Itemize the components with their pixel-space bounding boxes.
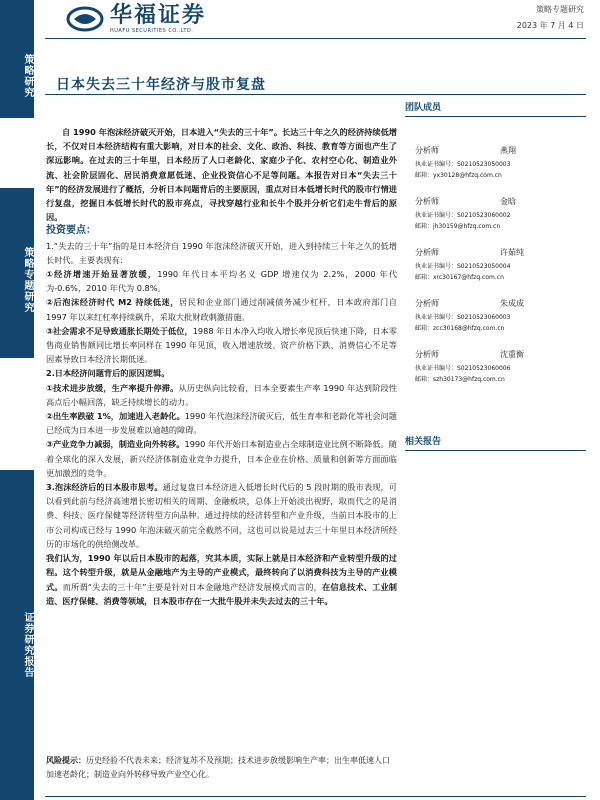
invest-heading: 投资要点： bbox=[46, 225, 96, 237]
analyst-role: 分析师 bbox=[415, 197, 439, 206]
report-type: 策略专题研究 bbox=[536, 5, 584, 14]
section2-point3 bbox=[46, 437, 397, 480]
related-reports-heading: 相关报告 bbox=[405, 434, 586, 451]
sidebar-tab-securities-report: 证券研究报告 bbox=[0, 470, 34, 800]
logo-mark-icon bbox=[66, 6, 104, 32]
header-divider bbox=[45, 38, 586, 39]
section2-point3-bold: ③产业竞争力减弱，制造业向外转移。 bbox=[46, 439, 185, 450]
analyst-email[interactable]: 邮箱：szh30173@hfzq.com.cn bbox=[415, 376, 505, 383]
section1-point3 bbox=[46, 324, 397, 367]
analyst-cert: 执业证书编号：S0210523050003 bbox=[415, 161, 511, 168]
conclusion-bold-1: 我们认为，1990 年以后日本股市的起落，究其本质，实际上就是日本经济和产业转型升级的过程。这个转型升级，就是从金融地产为主导的产业模式，最终转向了以消费科技为主导的产业模式。 bbox=[46, 553, 397, 592]
company-logo bbox=[66, 3, 206, 35]
footer-divider bbox=[45, 796, 586, 797]
analyst-cert: 执业证书编号：S0210523060002 bbox=[415, 212, 511, 219]
section3 bbox=[46, 480, 397, 551]
risk-label: 风险提示： bbox=[46, 756, 86, 765]
analyst-role: 分析师 bbox=[415, 350, 439, 359]
analyst-email[interactable]: 邮箱：jh30159@hfzq.com.cn bbox=[415, 223, 501, 230]
right-panel bbox=[405, 100, 586, 451]
section1-intro bbox=[46, 239, 397, 267]
analyst-role: 分析师 bbox=[415, 248, 439, 257]
team-heading: 团队成员 bbox=[405, 100, 586, 117]
report-date: 2023 年 7 月 4 日 bbox=[516, 21, 584, 30]
analyst-cert: 执业证书编号：S0210523060006 bbox=[415, 365, 511, 372]
analyst-name: 许茹纯 bbox=[500, 248, 524, 257]
logo-english: HUAFU SECURITIES CO.,LTD. bbox=[110, 28, 194, 34]
sidebar bbox=[0, 0, 34, 800]
section3-text: 通过复盘日本经济进入低增长时代后的 5 段时期的股市表现，可以看到此前与经济高速增长密切相关的周期、金融板块，总体上开始淡出视野，取而代之的是消费、科技、医疗保健等经济转型方向品种。通过持续的经济转型和产业升级，当前日本股市的上市公司构成已经与 1990 年泡沫破灭前完全截然不同，这也可以说是过去三十年里日本经济所经历的市场化的供给侧改革。 bbox=[46, 482, 397, 549]
section2-point1-text: 从历史纵向比较看，日本全要素生产率 1990 年达到阶段性高点后小幅回落，缺乏持续增长的动力。 bbox=[46, 382, 398, 407]
section2-point1-bold: ①技术进步放缓，生产率提升停滞。 bbox=[46, 382, 179, 393]
section2-point3-text: 1990 年代开始日本制造业占全球制造业比例不断降低。随着全球化的深入发展，新兴经济体制造业竞争力提升，日本企业在价格、质量和创新等方面面临更加激烈的竞争。 bbox=[46, 439, 397, 478]
analyst-card bbox=[405, 190, 586, 241]
section2-point2-text: 1990 年代泡沫经济破灭后，低生育率和老龄化等社会问题已经成为日本进一步发展难以逾越的障碍。 bbox=[46, 411, 397, 436]
section1-intro-text: 1.“失去的三十年”指的是日本经济自 1990 年泡沫经济破灭开始，进入到持续三十年之久的低增长时代。主要表现有： bbox=[46, 240, 397, 265]
risk-text: 历史经验不代表未来；经济复苏不及预期；技术进步放缓影响生产率；出生率低速人口加速老龄化；制造业向外转移导致产业空心化。 bbox=[46, 756, 390, 779]
section1-point1 bbox=[46, 267, 397, 295]
analyst-name: 沈重衡 bbox=[500, 350, 524, 359]
analyst-name: 燕翔 bbox=[500, 146, 516, 155]
analyst-card bbox=[405, 292, 586, 343]
section1-point1-bold: ①经济增速开始显著放缓， bbox=[46, 269, 158, 280]
title-divider bbox=[45, 94, 586, 95]
analyst-email[interactable]: 邮箱：xrc30167@hfzq.com.cn bbox=[415, 274, 504, 281]
section2-point2 bbox=[46, 409, 397, 437]
analyst-cert: 执业证书编号：S0210523050004 bbox=[415, 263, 511, 270]
analyst-name: 朱成成 bbox=[500, 299, 524, 308]
section1-point1-text: 1990 年代日本平均名义 GDP 增速仅为 2.2%，2000 年代为-0.6%，2010 年代为 0.8%。 bbox=[46, 269, 398, 294]
logo-chinese: 华福证券 bbox=[110, 3, 207, 28]
section3-bold: 3.泡沫经济后的日本股市思考。 bbox=[46, 482, 163, 493]
analyst-email[interactable]: 邮箱：yx30128@hfzq.com.cn bbox=[415, 172, 502, 179]
section1-point2 bbox=[46, 295, 397, 323]
header-meta bbox=[517, 4, 584, 31]
analyst-card bbox=[405, 241, 586, 292]
analyst-card bbox=[405, 139, 586, 190]
summary-paragraph: 自 1990 年泡沫经济破灭开始，日本进入“失去的三十年”。长达三十年之久的经济持续低增长，不仅对日本经济结构有重大影响，对日本的社会、文化、政治、科技、教育等方面也产生了深远影响。在过去的三十年里，日本经历了人口老龄化、家庭少子化、农村空心化、制造业外流、社会阶层固化、居民消费意愿低迷、企业投资信心不足等问题。本报告对日本“失去三十年”的经济发展进行了概括，分析日本问题背后的主要原因，重点对日本低增长时代的股市行情进行复盘，挖掘日本低增长时代的股市亮点，寻找穿越行业和长牛个股并分析它们走牛背后的原因。 bbox=[46, 127, 397, 223]
conclusion-bold-2: 在信息技术、工业制造、医疗保健、消费等领域，日本股市存在一大批牛股并未失去过去的三十年。 bbox=[46, 581, 397, 606]
analyst-role: 分析师 bbox=[415, 146, 439, 155]
analyst-cert: 执业证书编号：S0210523060003 bbox=[415, 314, 511, 321]
section2-intro: 2.日本经济问题背后的原因逻辑。 bbox=[46, 368, 170, 379]
conclusion-text: 而所谓“失去的三十年”主要是针对日本金融地产经济发展模式而言的， bbox=[62, 581, 322, 592]
sidebar-tab-strategy-topic: 策略专题研究 bbox=[0, 188, 34, 358]
sidebar-tab-strategy: 策略研究 bbox=[0, 0, 34, 118]
analyst-role: 分析师 bbox=[415, 299, 439, 308]
page-title: 日本失去三十年经济与股市复盘 bbox=[56, 77, 266, 93]
section2-point1 bbox=[46, 381, 397, 409]
analyst-card bbox=[405, 343, 586, 394]
section1-point3-text: 1988 年日本净入均收入增长率见顶后快速下降，日本零售商业销售额同比增长率同样在 1990 年见顶，收入增速放缓、资产价格下跌、消费信心不足等因素导致日本经济长期低迷。 bbox=[46, 325, 397, 365]
section1-point2-text: 居民和企业部门通过削减债务减少杠杆，日本政府部门自 1997 年以来红杠率持续飙升，采取大批财政刺激措施。 bbox=[46, 297, 397, 322]
analyst-name: 金晗 bbox=[500, 197, 516, 206]
section1-point2-bold: ②后泡沫经济时代 M2 持续低迷， bbox=[46, 297, 180, 308]
main-content bbox=[46, 125, 397, 608]
risk-warning bbox=[46, 754, 397, 782]
section1-point3-bold: ③社会需求不足导致通胀长期处于低位， bbox=[46, 325, 193, 336]
conclusion-paragraph bbox=[46, 551, 397, 608]
analyst-email[interactable]: 邮箱：zcc30168@hfzq.com.cn bbox=[415, 325, 505, 332]
section2-point2-bold: ②出生率跌破 1%，加速进入老龄化。 bbox=[46, 411, 185, 422]
